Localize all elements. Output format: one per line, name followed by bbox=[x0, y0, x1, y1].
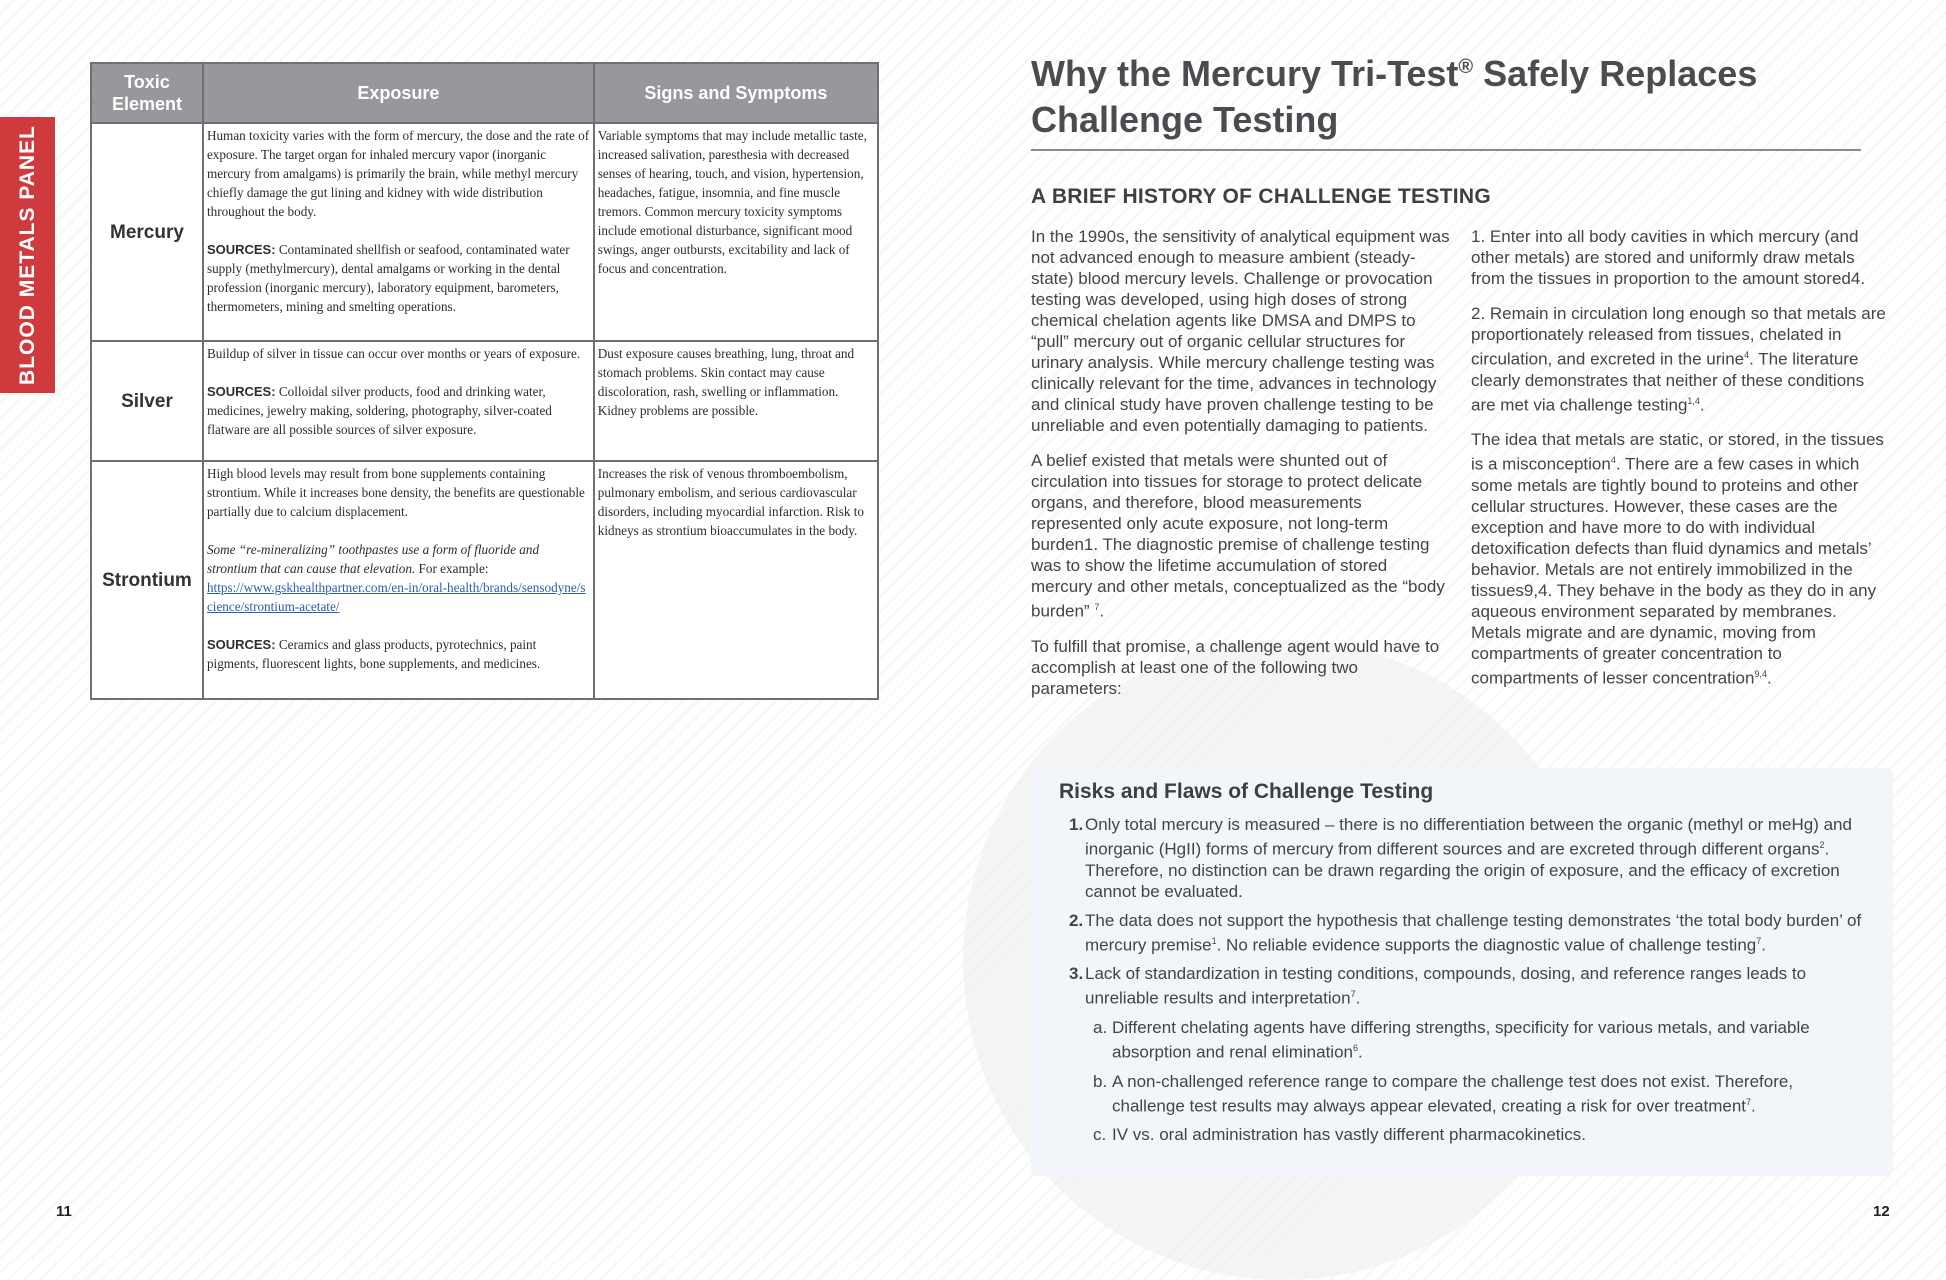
title-divider bbox=[1031, 149, 1861, 151]
table-row-silver bbox=[91, 341, 878, 461]
risks-list bbox=[1069, 814, 1869, 1153]
sources-text: SOURCES: Ceramics and glass products, pyrotechnics, paint pigments, fluorescent lights, bone supplements, and medicines. bbox=[206, 637, 541, 671]
table-row-strontium bbox=[91, 461, 878, 699]
toothpaste-note: Some “re-mineralizing” toothpastes use a form of fluoride and strontium that can cause that elevation. For example: bbox=[206, 542, 540, 576]
list-item: 3. Lack of standardization in testing conditions, compounds, dosing, and reference ranges leads to unreliable results and interpretation$^7$. bbox=[1069, 964, 1807, 1008]
paragraph: A belief existed that metals were shunted out of circulation into tissues for storage to protect delicate organs, and therefore, blood measurements represented only acute exposure, not long-term burden1. The diagnostic premise of challenge testing was to show the lifetime accumulation of stored mercury and other metals, conceptualized as the “body burden” $^7$. bbox=[1031, 451, 1445, 621]
list-item: 2. The data does not support the hypothesis that challenge testing demonstrates ‘the total body burden’ of mercury premise$^1$. No reliable evidence supports the diagnostic value of challenge testing$^7$. bbox=[1069, 910, 1862, 955]
risks-heading: Risks and Flaws of Challenge Testing bbox=[1059, 780, 1434, 803]
table-row-mercury bbox=[91, 123, 878, 341]
symptoms-silver: Dust exposure causes breathing, lung, throat and stomach problems. Skin contact may cause discoloration, rash, swelling or inflammation. Kidney problems are possible. bbox=[594, 341, 878, 461]
exposure-text: Buildup of silver in tissue can occur over months or years of exposure. bbox=[206, 346, 581, 361]
risks-callout-box bbox=[1031, 768, 1893, 1176]
side-tab bbox=[0, 117, 55, 393]
sub-list-item: b. A non-challenged reference range to compare the challenge test does not exist. Therefore, challenge test results may always appear elevated, creating a risk for over treatment$^7$. bbox=[1093, 1071, 1794, 1116]
exposure-text: Human toxicity varies with the form of mercury, the dose and the rate of exposure. The target organ for inhaled mercury vapor (inorganic mercury from amalgams) is primarily the brain, while methyl mercury chiefly damage the gut lining and kidney with wide distribution throughout the body. bbox=[206, 128, 590, 219]
paragraph: To fulfill that promise, a challenge agent would have to accomplish at least one of the following two parameters: bbox=[1031, 636, 1440, 698]
left-page bbox=[0, 0, 973, 1259]
header-symptoms: Signs and Symptoms bbox=[594, 63, 878, 123]
paragraph: 2. Remain in circulation long enough so that metals are proportionately released from tissues, chelated in circulation, and excreted in the urine$^4$. The literature clearly demonstrates that neither of these conditions are met via challenge testing$^{1,4}$. bbox=[1471, 304, 1886, 415]
sources-label: SOURCES: bbox=[206, 384, 276, 399]
symptoms-strontium: Increases the risk of venous thromboembolism, pulmonary embolism, and serious cardiovascular disorders, including myocardial infarction. Risk to kidneys as strontium bioaccumulates in the body. bbox=[594, 461, 878, 699]
section-heading: A BRIEF HISTORY OF CHALLENGE TESTING bbox=[1031, 185, 1491, 208]
sources-label: SOURCES: bbox=[206, 637, 276, 652]
exposure-text: High blood levels may result from bone supplements containing strontium. While it increases bone density, the benefits are questionable partially due to calcium displacement. bbox=[206, 466, 585, 519]
exposure-strontium bbox=[203, 461, 594, 699]
list-item: 1. Only total mercury is measured – there is no differentiation between the organic (methyl or meHg) and inorganic (HgII) forms of mercury from different sources and are excreted through different organs$^2$. Therefore, no distinction can be drawn regarding the origin of exposure, and the efficacy of excretion cannot be evaluated. bbox=[1069, 815, 1852, 901]
page-number-right: 12 bbox=[1873, 1203, 1890, 1220]
table-header-row bbox=[91, 63, 878, 123]
text-column-left bbox=[1031, 226, 1451, 713]
paragraph: The idea that metals are static, or stored, in the tissues is a misconception$^4$. There are a few cases in which some metals are tightly bound to proteins and other cellular structures. However, these cases are the exception and have more to do with individual detoxification defects than fluid dynamics and metals’ behavior. Metals are not entirely immobilized in the tissues9,4. They behave in the body as they do in any aqueous environment separated by membranes. Metals migrate and are dynamic, moving from compartments of greater concentration to compartments of lesser concentration$^{9,4}$. bbox=[1471, 430, 1884, 688]
paragraph: In the 1990s, the sensitivity of analytical equipment was not advanced enough to measure ambient (steady-state) blood mercury levels. Challenge or provocation testing was developed, using high doses of strong chemical chelation agents like DMSA and DMPS to “pull” mercury out of organic cellular structures for urinary analysis. While mercury challenge testing was clinically relevant for the time, advances in technology and clinical study have proven challenge testing to be unreliable and even potentially damaging to patients. bbox=[1031, 227, 1450, 435]
element-mercury: Mercury bbox=[91, 123, 203, 341]
header-element: Toxic Element bbox=[91, 63, 203, 123]
symptoms-mercury: Variable symptoms that may include metallic taste, increased salivation, paresthesia with decreased senses of hearing, touch, and vision, hypertension, headaches, fatigue, insomnia, and fine muscle tremors. Common mercury toxicity symptoms include emotional disturbance, significant mood swings, anger outbursts, excitability and lack of focus and concentration. bbox=[594, 123, 878, 341]
toxic-elements-table bbox=[90, 62, 879, 700]
text-column-right bbox=[1471, 226, 1891, 703]
sources-label: SOURCES: bbox=[206, 242, 276, 257]
page-number-left: 11 bbox=[56, 1203, 72, 1220]
header-exposure: Exposure bbox=[203, 63, 594, 123]
sources-text: SOURCES: Colloidal silver products, food and drinking water, medicines, jewelry making, soldering, photography, silver-coated flatware are all possible sources of silver exposure. bbox=[206, 384, 552, 437]
sources-text: SOURCES: Contaminated shellfish or seafood, contaminated water supply (methylmercury), dental amalgams or working in the dental profession (inorganic mercury), laboratory equipment, barometers, thermometers, mining and smelting operations. bbox=[206, 242, 570, 314]
page-title: Why the Mercury Tri-Test® Safely Replaces Challenge Testing bbox=[1031, 53, 1758, 140]
exposure-silver bbox=[203, 341, 594, 461]
element-strontium: Strontium bbox=[91, 461, 203, 699]
right-page bbox=[973, 0, 1946, 1259]
exposure-mercury bbox=[203, 123, 594, 341]
sensodyne-link[interactable]: https://www.gskhealthpartner.com/en-in/oral-health/brands/sensodyne/science/strontium-acetate/ bbox=[206, 580, 586, 614]
side-tab-label: BLOOD METALS PANEL bbox=[15, 125, 39, 385]
sub-list-item: c. IV vs. oral administration has vastly different pharmacokinetics. bbox=[1093, 1125, 1587, 1145]
paragraph: 1. Enter into all body cavities in which mercury (and other metals) are stored and uniformly draw metals from the tissues in proportion to the amount stored4. bbox=[1471, 227, 1866, 288]
element-silver: Silver bbox=[91, 341, 203, 461]
sub-list-item: a. Different chelating agents have differing strengths, specificity for various metals, and variable absorption and renal elimination$^6$. bbox=[1093, 1017, 1810, 1062]
